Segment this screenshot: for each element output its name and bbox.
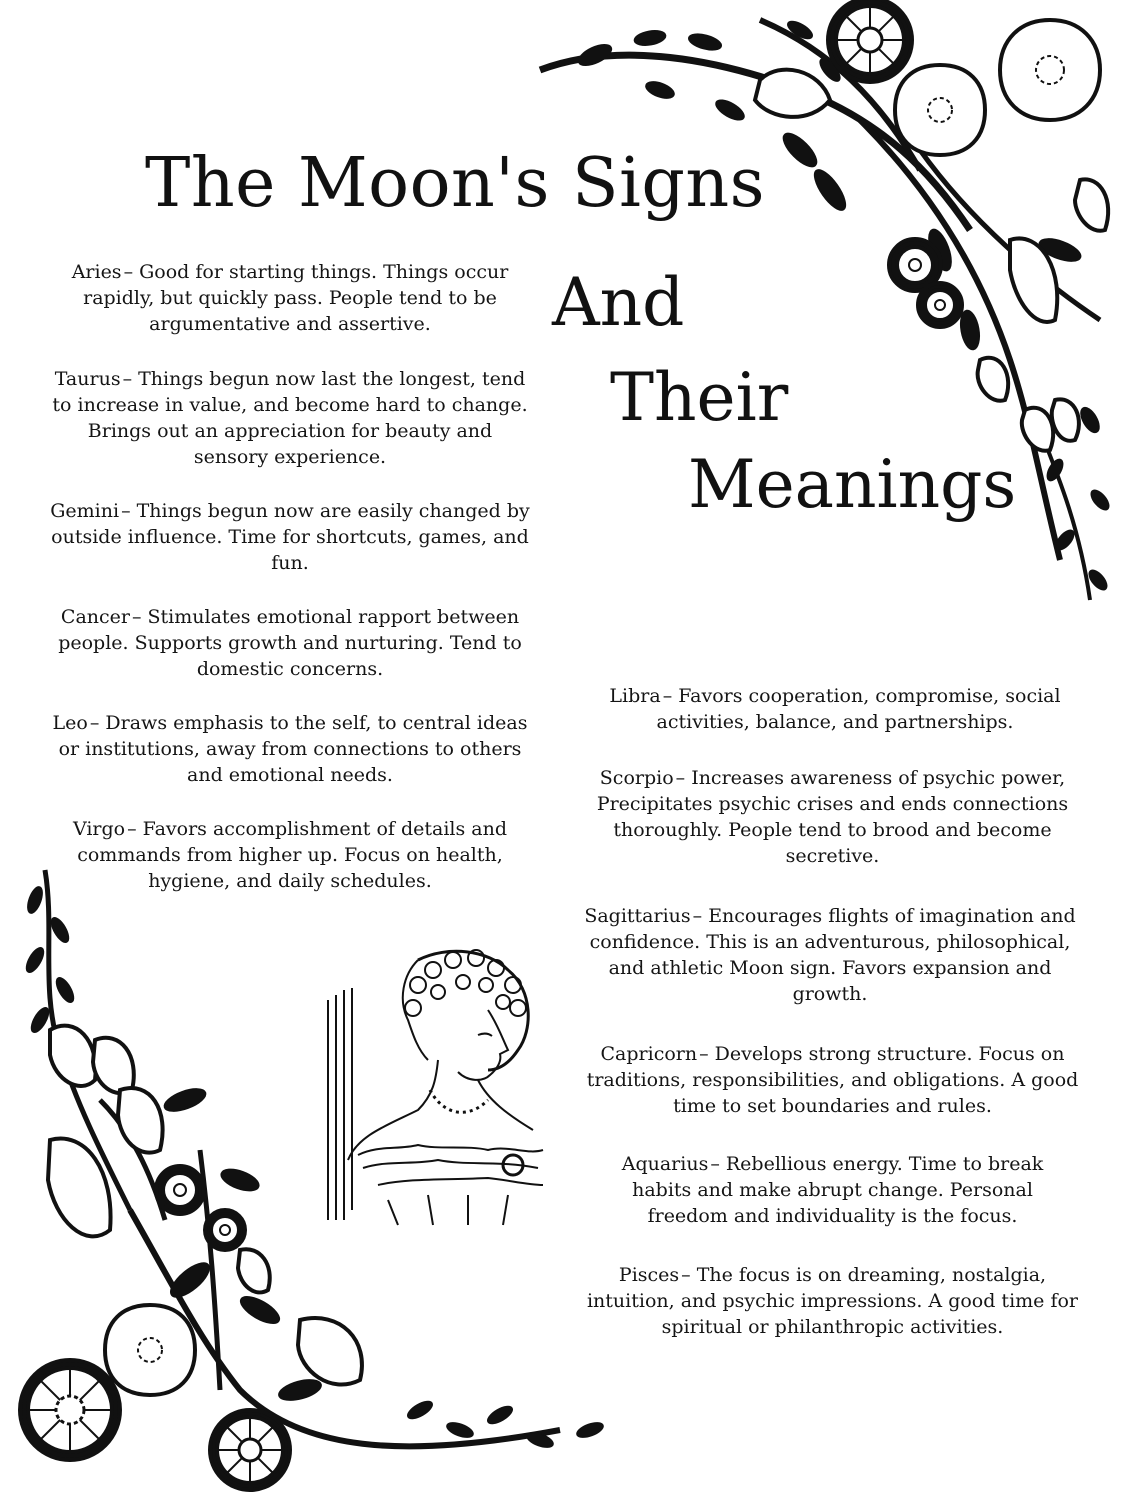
sign-description: Good for starting things. Things occur rapidly, but quickly pass. People tend to be argumentative and assertive. [83, 261, 509, 335]
sign-dash: – [675, 767, 686, 789]
moon-sign-leo [45, 710, 535, 788]
sign-description: Things begun now last the longest, tend to increase in value, and become hard to change. Brings out an appreciation for beauty and sensory experience. [52, 368, 528, 468]
page-title-line-4: Meanings [688, 446, 1017, 523]
sign-name: Taurus [54, 368, 121, 390]
sign-dash: – [131, 606, 142, 628]
moon-sign-gemini [50, 498, 530, 576]
sign-description: Favors accomplishment of details and commands from higher up. Focus on health, hygiene, and daily schedules. [77, 818, 508, 892]
sign-name: Aries [71, 261, 122, 283]
sign-description: Draws emphasis to the self, to central ideas or institutions, away from connections to others and emotional needs. [58, 712, 528, 786]
sign-name: Pisces [618, 1264, 680, 1286]
moon-sign-sagittarius [575, 903, 1085, 1007]
sign-description: Increases awareness of psychic power, Precipitates psychic crises and ends connections thoroughly. People tend to brood and become secretive. [596, 767, 1069, 867]
sign-name: Cancer [60, 606, 130, 628]
sign-description: Develops strong structure. Focus on traditions, responsibilities, and obligations. A good time to set boundaries and rules. [586, 1043, 1079, 1117]
floral-corner-bottom-left-icon [0, 850, 620, 1500]
moon-sign-pisces [580, 1262, 1085, 1340]
sign-name: Libra [609, 685, 661, 707]
page-title-line-2: And [552, 264, 685, 341]
sign-name: Capricorn [600, 1043, 698, 1065]
sign-name: Virgo [72, 818, 126, 840]
sign-description: Things begun now are easily changed by outside influence. Time for shortcuts, games, and fun. [51, 500, 530, 574]
sign-dash: – [127, 818, 137, 840]
sign-dash: – [710, 1153, 720, 1175]
page-title-line-1: The Moon's Signs [145, 144, 766, 223]
sign-description: Favors cooperation, compromise, social activities, balance, and partnerships. [656, 685, 1061, 733]
sign-dash: – [681, 1264, 691, 1286]
sign-name: Leo [52, 712, 88, 734]
sign-description: The focus is on dreaming, nostalgia, intuition, and psychic impressions. A good time for spiritual or philanthropic activities. [586, 1264, 1078, 1338]
sign-description: Stimulates emotional rapport between people. Supports growth and nurturing. Tend to domestic concerns. [58, 606, 522, 680]
sign-description: Encourages flights of imagination and confidence. This is an adventurous, philosophical, and athletic Moon sign. Favors expansion and growth. [589, 905, 1076, 1005]
moon-sign-capricorn [580, 1041, 1085, 1119]
sign-description: Rebellious energy. Time to break habits and make abrupt change. Personal freedom and individuality is the focus. [632, 1153, 1044, 1227]
moon-sign-taurus [50, 366, 530, 470]
sign-name: Sagittarius [584, 905, 691, 927]
sign-dash: – [89, 712, 100, 734]
sign-dash: – [662, 685, 673, 707]
moon-sign-cancer [45, 604, 535, 682]
moon-sign-libra [585, 683, 1085, 735]
sign-name: Scorpio [599, 767, 674, 789]
sign-dash: – [121, 500, 131, 522]
sign-dash: – [692, 905, 703, 927]
moon-sign-aquarius [590, 1151, 1075, 1229]
sign-dash: – [123, 261, 134, 283]
moon-sign-aries [50, 259, 530, 337]
sign-dash: – [699, 1043, 709, 1065]
moon-sign-scorpio [580, 765, 1085, 869]
page-title-line-3: Their [610, 359, 789, 436]
sign-name: Gemini [50, 500, 120, 522]
sign-dash: – [122, 368, 133, 390]
sign-name: Aquarius [621, 1153, 709, 1175]
